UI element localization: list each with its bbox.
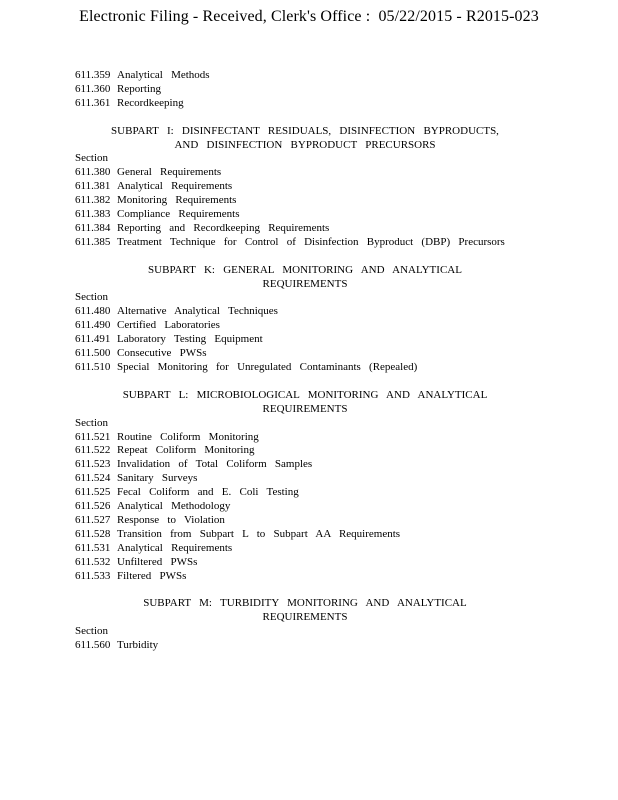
section-title: Consecutive PWSs — [117, 347, 207, 360]
section-number: 611.532 — [75, 555, 111, 568]
section-title: Compliance Requirements — [117, 208, 240, 221]
section-label: Section — [75, 625, 108, 638]
subpart-heading-line: REQUIREMENTS — [262, 611, 348, 624]
toc-entry — [75, 639, 595, 653]
section-number: 611.510 — [75, 361, 111, 373]
toc-entry — [75, 361, 595, 375]
section-number: 611.527 — [75, 513, 111, 526]
toc-entry — [75, 333, 595, 347]
section-title: Special Monitoring for Unregulated Contaminants (Repealed) — [117, 361, 418, 373]
subpart-items — [75, 639, 595, 653]
toc-entry — [75, 347, 595, 361]
toc-entry — [75, 222, 595, 236]
subpart-heading-line: REQUIREMENTS — [262, 402, 348, 415]
section-title: Reporting and Recordkeeping Requirements — [117, 221, 330, 234]
section-title: Analytical Requirements — [117, 180, 233, 193]
section-title: Fecal Coliform and E. Coli Testing — [117, 486, 299, 499]
section-title: Analytical Methods — [117, 69, 210, 81]
subpart-heading-line: SUBPART I: DISINFECTANT RESIDUALS, DISINFECTION BYPRODUCTS, — [111, 124, 499, 137]
subpart-block — [75, 389, 595, 584]
toc-entry — [75, 458, 595, 472]
section-title: Alternative Analytical Techniques — [117, 305, 278, 318]
section-number: 611.533 — [75, 569, 111, 582]
toc-entry — [75, 166, 595, 180]
section-number: 611.522 — [75, 444, 111, 457]
intro-items — [75, 69, 595, 111]
toc-entry — [75, 570, 595, 584]
toc-entry — [75, 500, 595, 514]
section-number: 611.524 — [75, 472, 111, 485]
section-label: Section — [75, 291, 108, 304]
section-number: 611.384 — [75, 221, 111, 234]
subpart-heading-line: SUBPART M: TURBIDITY MONITORING AND ANALYTICAL — [143, 597, 467, 610]
toc-entry — [75, 319, 595, 333]
section-label: Section — [75, 152, 108, 165]
section-title: Reporting — [117, 82, 161, 95]
section-number: 611.490 — [75, 319, 111, 332]
section-title: Treatment Technique for Control of Disinfection Byproduct (DBP) Precursors — [117, 235, 505, 248]
toc-entry — [75, 431, 595, 445]
section-number: 611.359 — [75, 69, 111, 81]
section-number: 611.526 — [75, 500, 111, 513]
subpart-items — [75, 305, 595, 375]
subpart-heading-line: AND DISINFECTION BYPRODUCT PRECURSORS — [174, 138, 436, 151]
section-number: 611.525 — [75, 486, 111, 499]
toc-entry — [75, 486, 595, 500]
subpart-heading-line: REQUIREMENTS — [262, 277, 348, 290]
toc-entry — [75, 180, 595, 194]
section-number: 611.491 — [75, 333, 111, 346]
section-number: 611.385 — [75, 235, 111, 248]
section-number: 611.383 — [75, 208, 111, 221]
section-title: Invalidation of Total Coliform Samples — [117, 458, 313, 471]
toc-entry — [75, 236, 595, 250]
subpart-heading — [75, 125, 535, 153]
toc-entry — [75, 444, 595, 458]
toc-entry — [75, 514, 595, 528]
subpart-heading-line: SUBPART L: MICROBIOLOGICAL MONITORING AND ANALYTICAL — [122, 388, 488, 401]
section-title: Recordkeeping — [117, 96, 184, 109]
section-title: Routine Coliform Monitoring — [117, 430, 259, 443]
section-number: 611.361 — [75, 96, 111, 109]
toc-entry — [75, 69, 595, 83]
section-number: 611.360 — [75, 82, 111, 95]
toc-entry — [75, 542, 595, 556]
toc-entry — [75, 556, 595, 570]
toc-entry — [75, 194, 595, 208]
section-title: Repeat Coliform Monitoring — [117, 444, 255, 457]
subpart-heading — [75, 389, 535, 417]
toc-entry — [75, 528, 595, 542]
section-number: 611.523 — [75, 458, 111, 471]
section-number: 611.382 — [75, 194, 111, 207]
section-title: Laboratory Testing Equipment — [117, 333, 263, 346]
section-number: 611.531 — [75, 541, 111, 554]
subpart-heading — [75, 597, 535, 625]
toc-entry — [75, 472, 595, 486]
section-title: General Requirements — [117, 166, 222, 179]
subpart-block — [75, 125, 595, 250]
section-number: 611.528 — [75, 527, 111, 540]
clerk-filing-stamp: Electronic Filing - Received, Clerk's Office : 05/22/2015 - R2015-023 — [79, 8, 539, 25]
toc-entry — [75, 305, 595, 319]
section-title: Turbidity — [117, 639, 159, 652]
section-title: Monitoring Requirements — [117, 194, 237, 207]
section-title: Transition from Subpart L to Subpart AA Requirements — [117, 527, 401, 540]
toc-entry — [75, 208, 595, 222]
section-title: Sanitary Surveys — [117, 472, 198, 485]
section-number: 611.500 — [75, 347, 111, 360]
section-title: Certified Laboratories — [117, 319, 220, 332]
section-number: 611.560 — [75, 639, 111, 652]
section-title: Unfiltered PWSs — [117, 555, 198, 568]
section-label: Section — [75, 416, 108, 429]
subpart-items — [75, 166, 595, 249]
section-title: Filtered PWSs — [117, 569, 187, 582]
subpart-list — [75, 125, 595, 653]
section-number: 611.480 — [75, 305, 111, 318]
section-title: Analytical Methodology — [117, 500, 231, 513]
section-title: Analytical Requirements — [117, 541, 233, 554]
toc-entry — [75, 83, 595, 97]
section-number: 611.380 — [75, 166, 111, 179]
section-title: Response to Violation — [117, 513, 225, 526]
subpart-heading-line: SUBPART K: GENERAL MONITORING AND ANALYTICAL — [148, 263, 462, 276]
toc-entry — [75, 97, 595, 111]
toc-content — [75, 69, 595, 653]
section-number: 611.521 — [75, 430, 111, 443]
section-number: 611.381 — [75, 180, 111, 193]
subpart-block — [75, 264, 595, 375]
subpart-items — [75, 431, 595, 584]
subpart-heading — [75, 264, 535, 292]
subpart-block — [75, 597, 595, 653]
